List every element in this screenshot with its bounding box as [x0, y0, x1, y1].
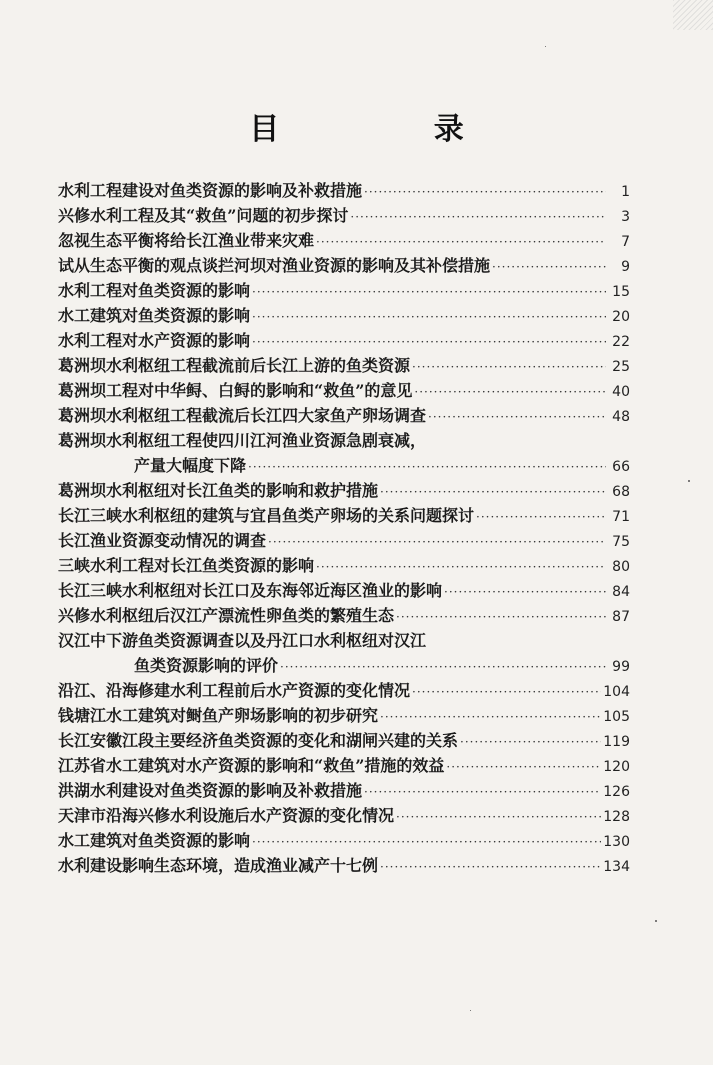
scan-speck — [688, 480, 690, 482]
toc-entry-page: 75 — [612, 534, 630, 550]
toc-entry-page: 25 — [612, 359, 630, 375]
toc-entry — [58, 728, 630, 753]
toc-entry-title: 试从生态平衡的观点谈拦河坝对渔业资源的影响及其补偿措施 — [58, 256, 491, 275]
leader-dots — [364, 780, 601, 805]
toc-entry-page: 66 — [612, 459, 630, 475]
toc-entry-title: 兴修水利枢纽后汉江产漂流性卵鱼类的繁殖生态 — [58, 606, 395, 625]
toc-entry-title: 水利建设影响生态环境，造成渔业减产十七例 — [58, 856, 379, 875]
leader-dots — [380, 705, 601, 730]
leader-dots — [414, 380, 606, 405]
toc-entry — [58, 853, 630, 878]
leader-dots — [252, 305, 606, 330]
toc-entry-page: 22 — [612, 334, 630, 350]
toc-entry-page: 104 — [603, 684, 630, 700]
toc-entry-title: 长江三峡水利枢纽的建筑与宜昌鱼类产卵场的关系问题探讨 — [58, 506, 475, 525]
leader-dots — [380, 480, 606, 505]
toc-entry-title: 忽视生态平衡将给长江渔业带来灾难 — [58, 231, 315, 250]
leader-dots — [396, 805, 601, 830]
toc-entry — [58, 403, 630, 428]
toc-entry-title: 葛洲坝水利枢纽工程截流前后长江上游的鱼类资源 — [58, 356, 411, 375]
toc-entry-title: 钱塘江水工建筑对鲥鱼产卵场影响的初步研究 — [58, 706, 379, 725]
toc-entry-page: 80 — [612, 559, 630, 575]
corner-smudge — [673, 0, 713, 30]
leader-dots — [316, 555, 606, 580]
toc-entry — [58, 703, 630, 728]
toc-entry — [58, 378, 630, 403]
leader-dots — [412, 355, 606, 380]
leader-dots — [364, 180, 606, 205]
toc-entry — [58, 353, 630, 378]
toc-entry — [58, 553, 630, 578]
toc-entry-title: 沿江、沿海修建水利工程前后水产资源的变化情况 — [58, 681, 411, 700]
toc-entry-title: 水工建筑对鱼类资源的影响 — [58, 306, 251, 325]
toc-entry-page: 134 — [603, 859, 630, 875]
toc-entry-title: 葛洲坝工程对中华鲟、白鲟的影响和“救鱼”的意见 — [58, 381, 413, 400]
toc-entry-page: 7 — [621, 234, 630, 250]
toc-entry — [58, 528, 630, 553]
toc-entry — [58, 428, 630, 453]
toc-entry-continuation — [58, 453, 630, 478]
toc-entry-page: 48 — [612, 409, 630, 425]
toc-entry-title: 长江三峡水利枢纽对长江口及东海邻近海区渔业的影响 — [58, 581, 443, 600]
leader-dots — [380, 855, 601, 880]
table-of-contents — [58, 178, 630, 878]
toc-entry-page: 1 — [621, 184, 630, 200]
leader-dots — [446, 755, 601, 780]
leader-dots — [492, 255, 606, 280]
toc-entry-page: 9 — [621, 259, 630, 275]
leader-dots — [252, 830, 601, 855]
leader-dots — [412, 680, 601, 705]
leader-dots — [280, 655, 606, 680]
toc-entry-title: 水工建筑对鱼类资源的影响 — [58, 831, 251, 850]
leader-dots — [252, 280, 606, 305]
toc-entry — [58, 328, 630, 353]
toc-entry — [58, 778, 630, 803]
leader-dots — [428, 405, 606, 430]
toc-entry — [58, 578, 630, 603]
toc-entry-title-cont: 产量大幅度下降 — [134, 456, 247, 475]
toc-entry-page: 68 — [612, 484, 630, 500]
scan-speck — [545, 46, 546, 47]
leader-dots — [268, 530, 606, 555]
toc-entry-page: 84 — [612, 584, 630, 600]
toc-entry — [58, 753, 630, 778]
toc-entry-page: 119 — [603, 734, 630, 750]
toc-entry-title: 水利工程对水产资源的影响 — [58, 331, 251, 350]
leader-dots — [396, 605, 606, 630]
toc-entry-title: 水利工程建设对鱼类资源的影响及补救措施 — [58, 181, 363, 200]
leader-dots — [350, 205, 606, 230]
toc-entry-page: 105 — [603, 709, 630, 725]
toc-entry-page: 130 — [603, 834, 630, 850]
toc-entry — [58, 603, 630, 628]
toc-entry-page: 128 — [603, 809, 630, 825]
leader-dots — [444, 580, 606, 605]
leader-dots — [316, 230, 606, 255]
toc-entry-title: 葛洲坝水利枢纽工程使四川江河渔业资源急剧衰减， — [58, 431, 427, 450]
toc-entry-title-cont: 鱼类资源影响的评价 — [134, 656, 279, 675]
toc-entry-page: 87 — [612, 609, 630, 625]
toc-entry-title: 长江渔业资源变动情况的调查 — [58, 531, 267, 550]
toc-entry-title: 江苏省水工建筑对水产资源的影响和“救鱼”措施的效益 — [58, 756, 445, 775]
leader-dots — [476, 505, 606, 530]
toc-entry — [58, 253, 630, 278]
toc-entry — [58, 803, 630, 828]
toc-entry-page: 120 — [603, 759, 630, 775]
toc-entry — [58, 228, 630, 253]
toc-entry — [58, 478, 630, 503]
scan-speck — [655, 920, 657, 922]
page-title: 目 录 — [249, 112, 536, 147]
toc-entry — [58, 178, 630, 203]
toc-entry-title: 三峡水利工程对长江鱼类资源的影响 — [58, 556, 315, 575]
toc-entry-title: 长江安徽江段主要经济鱼类资源的变化和湖闸兴建的关系 — [58, 731, 459, 750]
toc-entry-page: 71 — [612, 509, 630, 525]
toc-entry-title: 洪湖水利建设对鱼类资源的影响及补救措施 — [58, 781, 363, 800]
toc-entry — [58, 303, 630, 328]
toc-entry — [58, 203, 630, 228]
toc-entry-continuation — [58, 653, 630, 678]
leader-dots — [252, 330, 606, 355]
toc-entry-page: 15 — [612, 284, 630, 300]
toc-entry-page: 99 — [612, 659, 630, 675]
toc-entry-title: 天津市沿海兴修水利设施后水产资源的变化情况 — [58, 806, 395, 825]
toc-entry-title: 葛洲坝水利枢纽工程截流后长江四大家鱼产卵场调查 — [58, 406, 427, 425]
toc-entry-title: 兴修水利工程及其“救鱼”问题的初步探讨 — [58, 206, 349, 225]
toc-entry — [58, 678, 630, 703]
toc-entry-page: 20 — [612, 309, 630, 325]
leader-dots — [460, 730, 601, 755]
toc-entry-page: 40 — [612, 384, 630, 400]
toc-entry — [58, 278, 630, 303]
toc-entry-title: 葛洲坝水利枢纽对长江鱼类的影响和救护措施 — [58, 481, 379, 500]
toc-entry — [58, 503, 630, 528]
toc-entry-title: 水利工程对鱼类资源的影响 — [58, 281, 251, 300]
toc-entry-page: 126 — [603, 784, 630, 800]
leader-dots — [248, 455, 606, 480]
toc-entry-title: 汉江中下游鱼类资源调查以及丹江口水利枢纽对汉江 — [58, 631, 427, 650]
toc-entry — [58, 628, 630, 653]
toc-entry-page: 3 — [621, 209, 630, 225]
toc-entry — [58, 828, 630, 853]
scan-speck — [470, 1010, 471, 1011]
